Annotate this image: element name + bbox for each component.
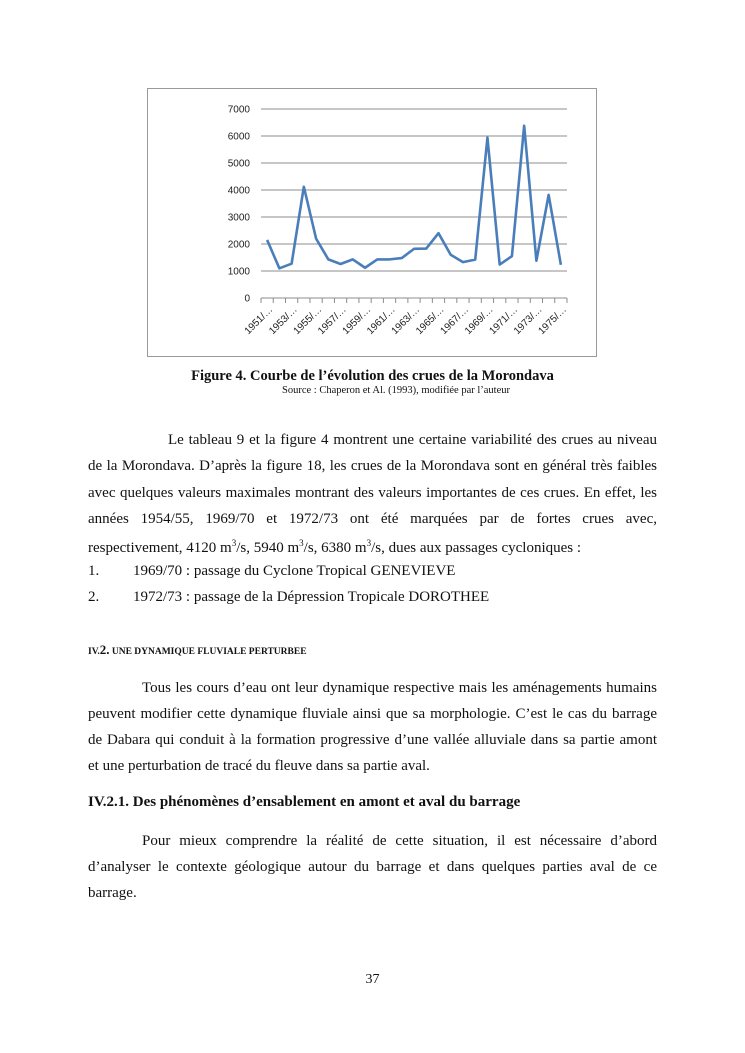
paragraph-line: peuvent modifier cette dynamique fluviale ainsi que sa morphologie. C’est le cas du barrage bbox=[88, 706, 657, 722]
chart-frame bbox=[147, 88, 597, 357]
y-tick-label: 4000 bbox=[227, 185, 250, 197]
page-number: 37 bbox=[365, 972, 380, 987]
paragraph-line: et une perturbation de tracé du fleuve dans sa partie aval. bbox=[88, 758, 430, 774]
document-page: 0 1000 2000 3000 4000 5000 6000 7000 1951/… 1953/… 1955/… 1957/… 1959/… 1961/… 1963/… 1965/… 1967/… 1969/… 1971/… 1973/… 1975/… Figure 4. Courbe de l’évolution des crues de la Morondava Source : Chaperon et Al. (1993), modifiée par l’auteur Le tableau 9 et la figure 4 montrent une certaine variabilité des crues au niveau de la Morondava. D’après la figure 18, les crues de la Morondava sont en général très faibles avec quelques valeurs maximales montrant des valeurs importantes de ces crues. En effet, les années 1954/55, 1969/70 et 1972/73 ont été marquées par de fortes crues avec, respectivement, 4120 $m^3/s$, 5940 $m^3/s$, 6380 $m^3/s$, dues aux passages cycloniques : 1. 1969/70 : passage du Cyclone Tropical GENEVIEVE 2. 1972/73 : passage de la Dépression Tropicale DOROTHEE IV.2. UNE DYNAMIQUE FLUVIALE PERTURBEE Tous les cours d’eau ont leur dynamique respective mais les aménagements humains peuvent modifier cette dynamique fluviale ainsi que sa morphologie. C’est le cas du barrage de Dabara qui conduit à la formation progressive d’une vallée alluviale dans sa partie amont et une perturbation de tracé du fleuve dans sa partie aval. IV.2.1. Des phénomènes d’ensablement en amont et aval du barrage Pour mieux comprendre la réalité de cette situation, il est nécessaire d’abord d’analyser le contexte géologique autour du barrage et dans quelques parties aval de ce barrage. 37 bbox=[0, 0, 745, 1053]
paragraph-line: de Dabara qui conduit à la formation progressive d’une vallée alluviale dans sa partie amont bbox=[88, 732, 657, 748]
x-tick-label: 1959/… bbox=[340, 304, 374, 337]
y-tick-label: 3000 bbox=[227, 212, 250, 224]
x-tick-label: 1951/… bbox=[242, 304, 276, 337]
paragraph-line: de la Morondava. D’après la figure 18, les crues de la Morondava sont en général très faibles bbox=[88, 458, 657, 474]
paragraph-line: Le tableau 9 et la figure 4 montrent une certaine variabilité des crues au niveau bbox=[168, 432, 657, 448]
line-chart bbox=[148, 89, 598, 358]
y-tick-label: 2000 bbox=[227, 239, 250, 251]
section-heading: IV.2. UNE DYNAMIQUE FLUVIALE PERTURBEE bbox=[88, 642, 307, 657]
subsection-heading: IV.2.1. Des phénomènes d’ensablement en amont et aval du barrage bbox=[88, 794, 521, 810]
y-tick-label: 0 bbox=[244, 293, 250, 305]
paragraph-line: Pour mieux comprendre la réalité de cette situation, il est nécessaire d’abord bbox=[142, 833, 657, 849]
paragraph-line: Tous les cours d’eau ont leur dynamique respective mais les aménagements humains bbox=[142, 680, 657, 696]
x-tick-label: 1955/… bbox=[291, 304, 325, 337]
x-tick-label: 1965/… bbox=[414, 304, 447, 337]
x-tick-label: 1957/… bbox=[316, 304, 349, 337]
x-tick-label: 1953/… bbox=[267, 304, 300, 337]
paragraph-line: avec quelques valeurs maximales montrant des valeurs importantes de ces crues. En effet, les bbox=[88, 485, 657, 501]
y-tick-label: 6000 bbox=[227, 131, 250, 143]
figure-caption: Figure 4. Courbe de l’évolution des crues de la Morondava bbox=[191, 368, 554, 384]
y-tick-label: 5000 bbox=[227, 158, 250, 170]
x-tick-label: 1971/… bbox=[487, 304, 521, 337]
paragraph-line: années 1954/55, 1969/70 et 1972/73 ont été marquées par de fortes crues avec, bbox=[88, 511, 657, 527]
x-tick-label: 1969/… bbox=[463, 304, 496, 337]
y-tick-label: 7000 bbox=[227, 104, 250, 116]
x-tick-label: 1975/… bbox=[536, 304, 570, 337]
x-tick-label: 1963/… bbox=[389, 304, 423, 337]
paragraph-line: d’analyser le contexte géologique autour du barrage et dans quelques parties aval de ce bbox=[88, 859, 657, 875]
x-tick-label: 1967/… bbox=[438, 304, 472, 337]
series-line bbox=[267, 126, 561, 269]
paragraph-line: barrage. bbox=[88, 885, 137, 901]
paragraph-line: respectivement, 4120 $m^3/s$, 5940 $m^3/s$, 6380 $m^3/s$, dues aux passages cycloniques : bbox=[88, 538, 582, 556]
figure-source: Source : Chaperon et Al. (1993), modifiée par l’auteur bbox=[282, 385, 511, 396]
x-tick-label: 1961/… bbox=[365, 304, 398, 337]
x-tick-label: 1973/… bbox=[511, 304, 545, 337]
y-tick-label: 1000 bbox=[227, 266, 250, 278]
